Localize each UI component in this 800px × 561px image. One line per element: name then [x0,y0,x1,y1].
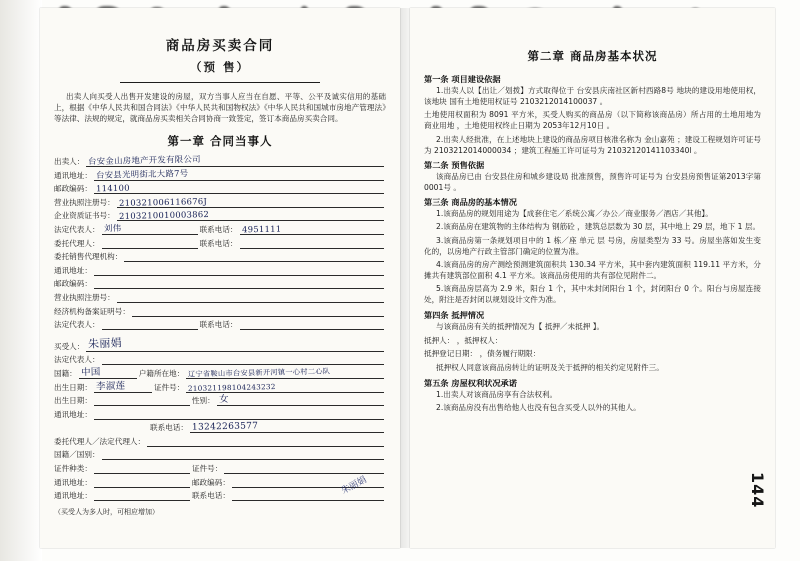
field-label: 国籍／国别： [54,450,100,460]
field-input[interactable] [94,396,190,406]
field-row [54,251,386,262]
field-label: 委托代理人： [54,238,100,248]
article-item: 4.该商品房的房产测绘预测建筑面积共 130.34 平方米，其中套内建筑面积 119.11 平方米，分摊共有建筑部位面积 4.1 平方米。该商品房使用的共有部位见附件二。 [424,259,761,280]
article-item: 2.该商品房没有出售给他人也没有包含买受人以外的其他人。 [436,402,641,412]
article-item: 抵押登记日期： ，债务履行期限： [424,349,541,359]
left-page [40,8,400,548]
footnote: （买受人为多人时，可相应增加） [54,508,159,517]
field-input[interactable] [94,380,152,393]
field-input[interactable] [94,279,384,289]
field-input[interactable] [117,195,384,208]
field-label: 通讯地址： [54,477,92,487]
field-input[interactable] [94,167,384,181]
article-heading: 第二条 预售依据 [424,159,485,170]
field-input[interactable] [117,211,384,221]
article-item: 与该商品房有关的抵押情况为【 抵押／未抵押 】。 [436,322,605,332]
field-row [54,153,386,167]
document-subtitle: （预 售） [189,60,250,74]
handwritten-value: 4951111 [241,223,282,235]
field-row [54,395,386,406]
field-input[interactable] [94,478,190,488]
field-row [54,354,386,365]
handwritten-value: 女 [218,393,229,406]
article-item: 抵押权人同意该商品房转让的证明及关于抵押的相关约定见附件三。 [436,362,664,372]
field-label: 通讯地址： [54,170,92,180]
article-item: 该商品房已由 台安县住房和城乡建设局 批准预售，预售许可证号为 台安县房预售证第2013字第0001号 。 [424,171,761,192]
field-label: 出卖人： [54,157,85,166]
handwritten-value: 刘伟 [103,222,122,234]
chapter-one-title: 第一章 合同当事人 [167,134,273,148]
field-label: 邮政编码： [191,477,230,487]
field-label: 通讯地址： [54,265,92,275]
field-input[interactable] [94,491,190,501]
field-label: 委托销售代理机构： [54,252,123,262]
field-label: 法定代表人： [54,224,100,234]
field-row [54,197,386,208]
field-row [54,422,386,433]
signature-scribble: 朱丽娟 [339,475,369,497]
field-label: 联系电话： [150,423,188,433]
field-input[interactable] [190,423,384,433]
field-label: 联系电话： [199,238,238,248]
field-label: 企业资质证书号： [54,211,115,221]
field-label: 营业执照注册号： [54,292,115,302]
article-item: 土地使用权面积为 8091 平方米，买受人购买的商品房（以下简称该商品房）所占用的土地用地为 商业用地 ，土地使用权终止日期为 2053年12月10日 。 [424,110,761,131]
article-heading: 第三条 商品房的基本情况 [424,196,517,207]
field-row [54,319,386,330]
handwritten-value: 台安金山房地产开发有限公司 [88,153,202,167]
field-row [54,449,386,460]
handwritten-value: 2103210010003862 [118,209,209,222]
field-row [54,409,386,420]
article-item: 1.出卖人以【出让／划拨】方式取得位于 台安县庆南社区新村西路8号 地块的建设用地使用权，该地块 国有土地使用权证号 2103212014100037 。 [424,86,761,106]
article-item: 2.出卖人经批准，在上述地块上建设的商品房项目核准名称为 金山嘉苑 ；建设工程规划许可证号为 2103212014000034 ；建筑工程施工许可证号为 21032120141103340l 。 [424,134,761,155]
field-label: 联系电话： [191,491,230,501]
field-row [54,436,386,447]
field-label: 委托代理人／法定代理人： [54,436,146,446]
field-label: 法定代表人： [54,355,100,365]
preamble-text: 出卖人向买受人出售开发建设的房屋，双方当事人应当在自愿、平等、公平及诚实信用的基础上，根据《中华人民共和国合同法》《中华人民共和国物权法》《中华人民共和国城市房地产管理法》等法律、法规的规定，就商品房买卖相关合同协商一致签定，签订本商品房买卖合同。 [54,92,386,123]
field-row [54,306,386,317]
page-number: 144 [748,471,767,508]
field-row [54,278,386,289]
field-input[interactable] [186,383,384,393]
handwritten-value: 辽宁省鞍山市台安县新开河镇一心村二心队 [188,366,331,379]
page-edge-shadow [0,0,42,561]
article-item: 1.出卖人对该商品房享有合法权利。 [436,389,558,399]
field-row [54,265,386,276]
field-row [54,210,386,221]
field-input[interactable] [94,266,384,276]
handwritten-value: 210321198104243232 [188,381,277,393]
field-input[interactable] [94,410,384,420]
field-label: 出生日期： [54,396,92,406]
field-input[interactable] [102,222,198,235]
field-label: 出生日期： [54,382,92,392]
field-input[interactable] [240,239,384,249]
field-input[interactable] [102,450,384,460]
field-label: 证件种类： [54,464,92,474]
field-row [54,477,386,488]
field-input[interactable] [117,293,384,303]
article-item: 2.该商品房在建筑物的主体结构为 钢筋砼 ，建筑总层数为 30 层，其中地上 29 层，地下 1 层。 [436,222,761,232]
handwritten-value: 210321006116676J [118,195,207,208]
field-row [54,463,386,474]
article-item: 1.该商品房的规划用途为【成套住宅／系统公寓／办公／商业服务／酒店／其他】。 [436,208,713,218]
field-label: 国籍： [54,368,77,378]
field-row [54,292,386,303]
article-heading: 第五条 房屋权利状况承诺 [424,377,517,388]
field-input[interactable] [102,320,198,330]
handwritten-value: 114100 [95,182,130,194]
field-label: 证件号： [191,464,223,474]
handwritten-value: 台安县光明街北大路7号 [95,167,189,180]
field-label: 证件号： [153,382,185,392]
field-row [54,183,386,194]
field-input[interactable] [147,437,384,447]
field-input[interactable] [86,153,384,167]
article-heading: 第四条 抵押情况 [424,310,485,321]
field-label: 买受人： [54,341,85,351]
field-input[interactable] [124,252,384,262]
field-row [54,238,386,249]
article-item: 5.该商品房层高为 2.9 米，阳台 1 个，其中未封闭阳台 1 个，封闭阳台 0 个。阳台与房屋连接处，附注是否封闭以规划设计文件为准。 [424,284,761,305]
field-row [54,490,386,501]
field-input[interactable] [94,184,384,194]
field-input[interactable] [232,491,384,501]
field-row [54,167,386,181]
field-label: 户籍所在地： [138,368,185,378]
handwritten-value: 13242263577 [191,421,259,433]
article-heading: 第一条 项目建设依据 [424,74,501,84]
field-row [54,335,386,352]
handwritten-value: 李淑莲 [95,380,126,392]
field-input[interactable] [132,307,384,317]
handwritten-value: 中国 [80,366,101,379]
field-input[interactable] [102,355,384,365]
field-label: 营业执照注册号： [54,197,115,207]
article-item: 抵押人： ，抵押权人： [424,335,503,345]
field-label: 邮政编码： [54,279,92,289]
field-label: 通讯地址： [54,491,92,501]
field-label: 邮政编码： [54,184,92,194]
field-input[interactable] [86,335,384,352]
field-input[interactable] [102,239,198,249]
field-input[interactable] [240,225,384,235]
field-input[interactable] [94,464,190,474]
field-label: 性别： [191,396,215,406]
field-label: 联系电话： [199,320,238,330]
field-label: 经济机构备案证明号： [54,306,130,316]
field-input[interactable] [240,320,384,330]
article-item: 3.该商品房第一条规划项目中的 1 栋／座 单元 层 号房，房屋类型为 33 号。房屋坐落如发生变化的，以房地产行政主管部门确定的位置为准。 [424,235,761,256]
document-title: 商品房买卖合同 [165,38,275,54]
field-input[interactable] [217,393,384,406]
handwritten-value: 朱丽娟 [88,335,123,351]
right-page [410,8,775,548]
field-label: 联系电话： [199,224,238,234]
field-row [54,224,386,235]
chapter-two-title: 第二章 商品房基本状况 [527,49,658,63]
field-label: 法定代表人： [54,320,100,330]
field-label: 通讯地址： [54,409,92,419]
field-input[interactable] [186,366,384,379]
